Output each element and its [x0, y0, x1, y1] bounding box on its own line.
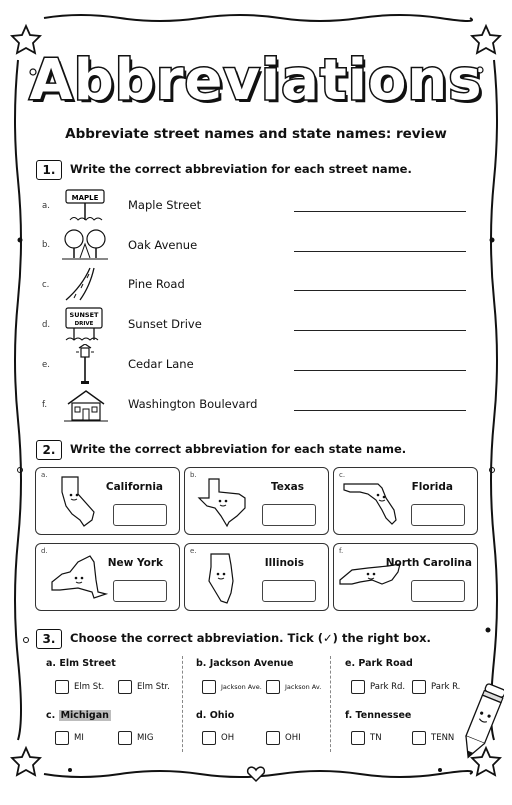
section-1-heading: Write the correct abbreviation for each street name.: [70, 162, 412, 176]
option-label: Park Rd.: [370, 682, 406, 692]
answer-line[interactable]: [294, 370, 466, 371]
answer-box[interactable]: [262, 504, 316, 526]
option-label: OHI: [285, 733, 301, 743]
california-map-icon: [54, 474, 102, 530]
option[interactable]: [118, 680, 170, 694]
florida-map-icon: [342, 476, 404, 528]
checkbox[interactable]: [412, 731, 426, 745]
sign-text: MAPLE: [71, 194, 99, 202]
state-card: [35, 467, 180, 535]
state-name: Illinois: [264, 557, 304, 569]
option[interactable]: [351, 680, 405, 694]
question-label: d. Ohio: [196, 710, 235, 721]
checkbox[interactable]: [118, 680, 132, 694]
highlighted-word: Michigan: [60, 710, 109, 721]
answer-line[interactable]: [294, 410, 466, 411]
option[interactable]: [55, 731, 84, 745]
option-label: Jackson Av.: [285, 683, 322, 691]
option-label: Elm St.: [74, 682, 105, 692]
option-label: Jackson Ave.: [221, 683, 262, 691]
question-label: f. Tennessee: [345, 710, 412, 721]
card-letter: c.: [339, 471, 346, 479]
sign-text: SUNSET: [69, 311, 99, 319]
card-letter: a.: [41, 471, 48, 479]
answer-box[interactable]: [262, 580, 316, 602]
item-letter: c.: [42, 280, 50, 290]
card-letter: f.: [339, 547, 344, 555]
option[interactable]: [412, 680, 460, 694]
street-name: Sunset Drive: [128, 317, 202, 331]
card-letter: b.: [190, 471, 197, 479]
card-letter: d.: [41, 547, 48, 555]
section-2-heading: Write the correct abbreviation for each state name.: [70, 442, 407, 456]
house-icon: [62, 388, 110, 424]
option-label: OH: [221, 733, 235, 743]
pencil-icon: [460, 680, 504, 766]
state-card: [184, 467, 329, 535]
road-icon: [64, 266, 104, 302]
option[interactable]: [202, 731, 234, 745]
checkbox[interactable]: [202, 731, 216, 745]
state-card: [35, 543, 180, 611]
option[interactable]: [351, 731, 382, 745]
answer-box[interactable]: [411, 504, 465, 526]
state-card: [184, 543, 329, 611]
sunset-sign-icon: [62, 306, 108, 342]
checkbox[interactable]: [55, 731, 69, 745]
section-3-heading: Choose the correct abbreviation. Tick (✓) the right box.: [70, 631, 431, 645]
state-name: California: [105, 481, 163, 493]
item-letter: f.: [42, 400, 48, 410]
section-3-number: 3.: [36, 629, 62, 649]
street-name: Maple Street: [128, 198, 202, 212]
item-letter: e.: [42, 360, 50, 370]
state-card: [333, 467, 478, 535]
checkbox[interactable]: [55, 680, 69, 694]
option-label: MIG: [137, 733, 154, 743]
item-letter: d.: [42, 320, 51, 330]
street-sign-icon: [62, 188, 108, 222]
option[interactable]: [266, 731, 301, 745]
option-label: Elm Str.: [137, 682, 170, 692]
star-icon: [12, 748, 40, 775]
answer-line[interactable]: [294, 290, 466, 291]
illinois-map-icon: [203, 551, 243, 607]
checkbox[interactable]: [351, 680, 365, 694]
option-label: Park R.: [431, 682, 461, 692]
option[interactable]: [412, 731, 454, 745]
sign-text: DRIVE: [74, 321, 94, 327]
answer-box[interactable]: [113, 580, 167, 602]
item-letter: b.: [42, 240, 51, 250]
section-1-number: 1.: [36, 160, 62, 180]
trees-icon: [60, 228, 110, 262]
answer-box[interactable]: [113, 504, 167, 526]
question-label: a. Elm Street: [46, 658, 116, 669]
option-label: TENN: [431, 733, 455, 743]
option-label: MI: [74, 733, 84, 743]
state-name: Florida: [411, 481, 453, 493]
state-name: North Carolina: [385, 557, 472, 569]
item-letter: a.: [42, 201, 50, 211]
state-name: Texas: [271, 481, 304, 493]
section-2-number: 2.: [36, 440, 62, 460]
column-divider: [182, 656, 183, 752]
answer-box[interactable]: [411, 580, 465, 602]
checkbox[interactable]: [266, 680, 280, 694]
checkbox[interactable]: [266, 731, 280, 745]
option[interactable]: [266, 680, 321, 694]
option-label: TN: [370, 733, 382, 743]
option[interactable]: [202, 680, 262, 694]
street-name: Cedar Lane: [128, 357, 194, 371]
answer-line[interactable]: [294, 251, 466, 252]
heart-icon: [248, 767, 265, 781]
page-title: Abbreviations: [29, 48, 483, 113]
card-letter: e.: [190, 547, 197, 555]
street-name: Pine Road: [128, 277, 185, 291]
question-label: e. Park Road: [345, 658, 413, 669]
option[interactable]: [55, 680, 104, 694]
state-card: [333, 543, 478, 611]
checkbox[interactable]: [412, 680, 426, 694]
state-name: New York: [107, 557, 163, 569]
page-subtitle: Abbreviate street names and state names: review: [65, 126, 447, 142]
option[interactable]: [118, 731, 153, 745]
answer-line[interactable]: [294, 211, 466, 212]
street-name: Oak Avenue: [128, 238, 198, 252]
street-name: Washington Boulevard: [128, 397, 258, 411]
question-label: c. Michigan: [46, 710, 109, 721]
texas-map-icon: [195, 476, 251, 528]
column-divider: [330, 656, 331, 752]
new-york-map-icon: [48, 552, 110, 604]
street-lamp-icon: [72, 344, 98, 386]
checkbox[interactable]: [351, 731, 365, 745]
answer-line[interactable]: [294, 330, 466, 331]
checkbox[interactable]: [202, 680, 216, 694]
question-label: b. Jackson Avenue: [196, 658, 294, 669]
checkbox[interactable]: [118, 731, 132, 745]
